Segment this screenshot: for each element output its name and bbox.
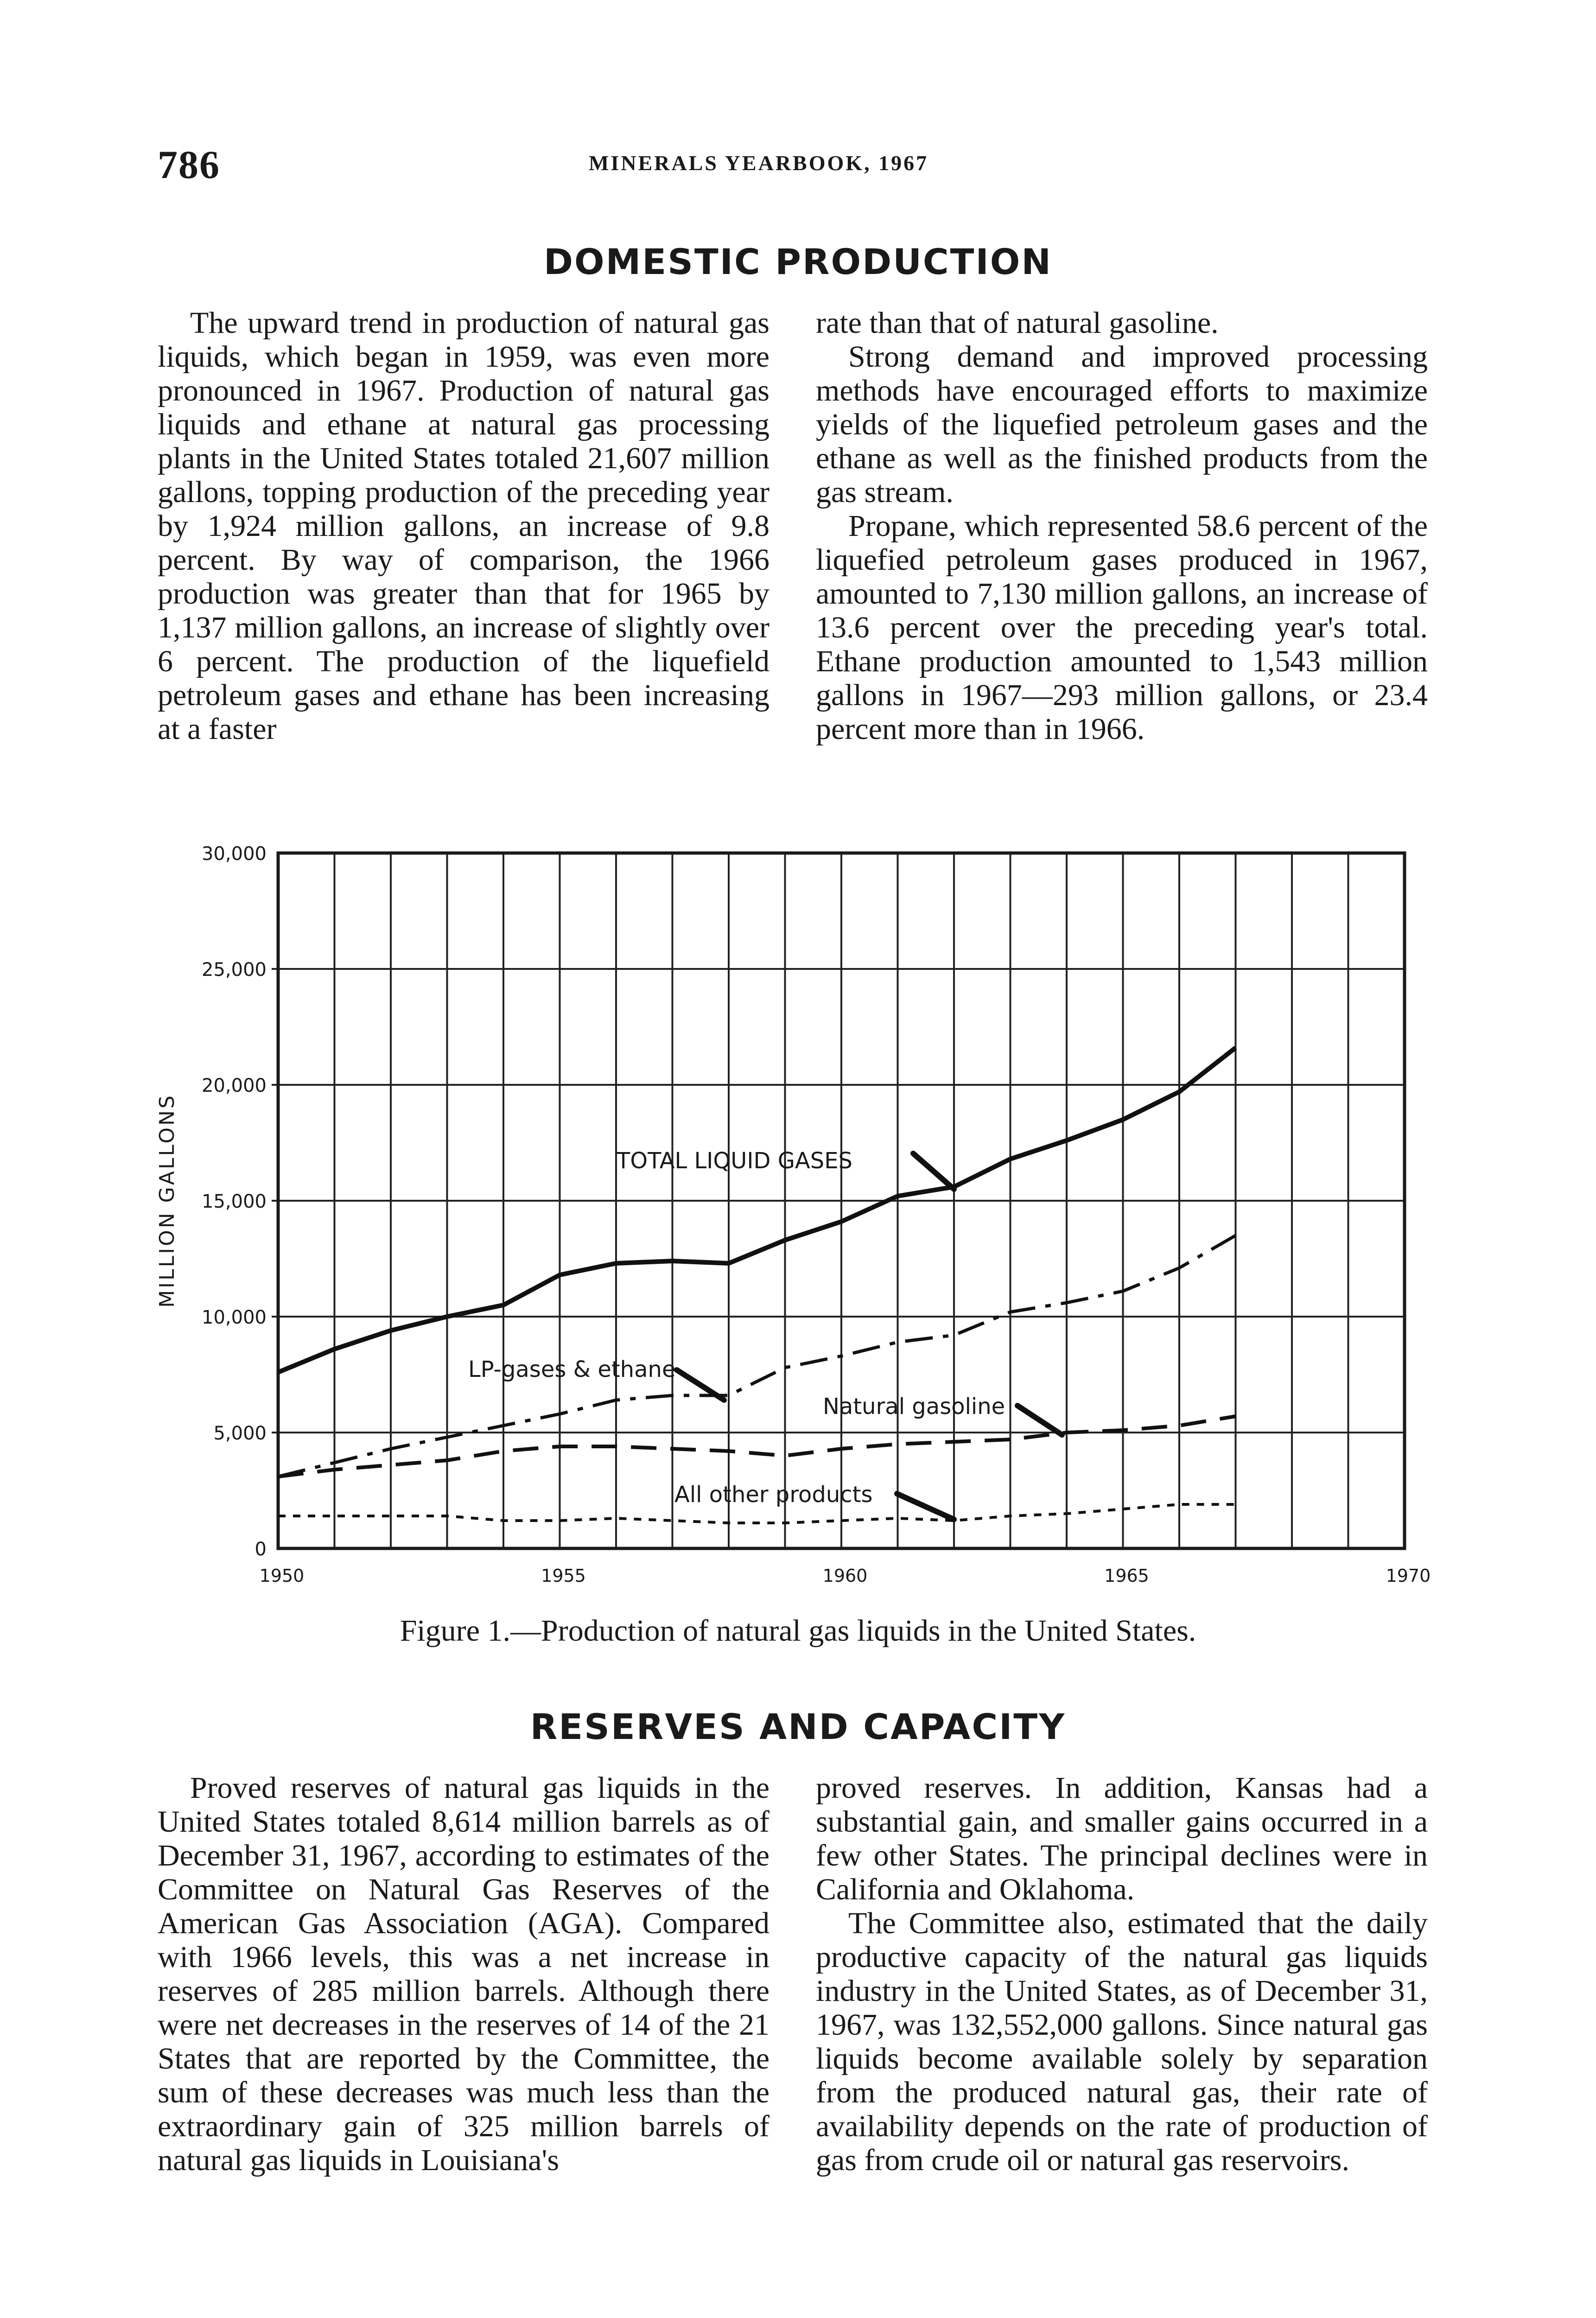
y-axis-label: MILLION GALLONS bbox=[155, 1094, 179, 1308]
x-tick-labels bbox=[260, 1566, 1431, 1586]
y-tick-label: 20,000 bbox=[202, 1075, 267, 1096]
y-tick-label: 15,000 bbox=[202, 1191, 267, 1212]
right-column-reserves bbox=[816, 1771, 1428, 2177]
figure-caption: Figure 1.—Production of natural gas liquids in the United States. bbox=[400, 1614, 1196, 1648]
series-annotation: LP-gases & ethane bbox=[468, 1356, 676, 1382]
page-number: 786 bbox=[158, 142, 220, 187]
paragraph: rate than that of natural gasoline. bbox=[816, 306, 1219, 340]
x-tick-label: 1955 bbox=[541, 1566, 586, 1586]
y-tick-label: 25,000 bbox=[202, 959, 267, 981]
annotation-arrow bbox=[1017, 1406, 1062, 1435]
paragraph: Propane, which represented 58.6 percent of the liquefied petroleum gases produced in 1967, amounted to 7,130 million gallons, an increase of 13.6 percent over the preceding year's total. Ethane production amounted to 1,543 million gallons in 1967—293 million gallons, or 23.4 percent more than in 1966. bbox=[816, 509, 1428, 746]
y-tick-labels bbox=[202, 843, 267, 1560]
series-annotation: Natural gasoline bbox=[823, 1394, 1005, 1420]
series-line-total-liquid-gases bbox=[278, 1048, 1236, 1372]
chart-grid bbox=[272, 853, 1405, 1548]
paragraph: Strong demand and improved processing methods have encouraged efforts to maximize yields of the liquefied petroleum gases and the ethane as well as the finished products from the gas stream. bbox=[816, 340, 1428, 509]
series-annotation: All other products bbox=[674, 1482, 873, 1508]
paragraph: proved reserves. In addition, Kansas had a substantial gain, and smaller gains occurred in a few other States. The principal declines were in California and Oklahoma. bbox=[816, 1771, 1428, 1906]
series-line-lp-gases-ethane bbox=[278, 1235, 1236, 1477]
section-heading-domestic-production: DOMESTIC PRODUCTION bbox=[543, 241, 1053, 282]
series-annotation: TOTAL LIQUID GASES bbox=[617, 1148, 853, 1174]
paragraph: Proved reserves of natural gas liquids in the United States totaled 8,614 million barrels as of December 31, 1967, according to estimates of the Committee on Natural Gas Reserves of the American Gas Association (AGA). Compared with 1966 levels, this was a net increase in reserves of 285 million barrels. Although there were net decreases in the reserves of 14 of the 21 States that are reported by the Committee, the sum of these decreases was much less than the extraordinary gain of 325 million barrels of natural gas liquids in Louisiana's bbox=[158, 1771, 769, 2177]
y-tick-label: 10,000 bbox=[202, 1307, 267, 1328]
paragraph: The Committee also, estimated that the daily productive capacity of the natural gas liquids industry in the United States, as of December 31, 1967, was 132,552,000 gallons. Since natural gas liquids become available solely by separation from the produced natural gas, their rate of availability depends on the rate of production of gas from crude oil or natural gas reservoirs. bbox=[816, 1906, 1428, 2177]
series-line-natural-gasoline bbox=[278, 1416, 1236, 1477]
left-column-reserves bbox=[158, 1771, 769, 2177]
running-title: MINERALS YEARBOOK, 1967 bbox=[589, 151, 929, 175]
x-tick-label: 1950 bbox=[259, 1566, 305, 1586]
x-tick-label: 1965 bbox=[1104, 1566, 1149, 1586]
x-tick-label: 1960 bbox=[822, 1566, 868, 1586]
x-tick-label: 1970 bbox=[1386, 1566, 1431, 1586]
y-tick-label: 0 bbox=[254, 1539, 267, 1560]
y-tick-label: 30,000 bbox=[202, 843, 267, 865]
series-lines bbox=[278, 1048, 1236, 1523]
section-heading-reserves-capacity: RESERVES AND CAPACITY bbox=[530, 1706, 1066, 1747]
annotation-arrow bbox=[897, 1494, 954, 1520]
paragraph: The upward trend in production of natural gas liquids, which began in 1959, was even more pronounced in 1967. Production of natural gas liquids and ethane at natural gas processing plants in the United States totaled 21,607 million gallons, topping production of the preceding year by 1,924 million gallons, an increase of 9.8 percent. By way of comparison, the 1966 production was greater than that for 1965 by 1,137 million gallons, an increase of slightly over 6 percent. The production of the liquefield petroleum gases and ethane has been increasing at a faster bbox=[158, 306, 769, 746]
series-annotations bbox=[468, 1148, 1062, 1520]
y-tick-label: 5,000 bbox=[213, 1423, 267, 1444]
annotation-arrow bbox=[913, 1153, 954, 1189]
